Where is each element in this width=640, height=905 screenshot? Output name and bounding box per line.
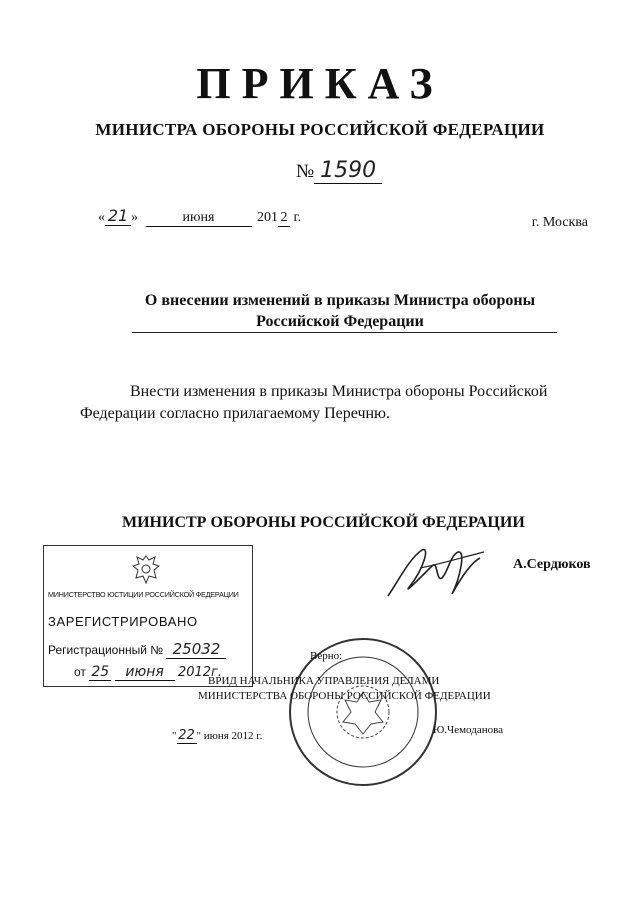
certification-date: " 22 " июня 2012 г. [172, 728, 263, 743]
subject-underline [132, 332, 557, 333]
signatory-name: А.Сердюков [513, 557, 591, 572]
open-quote: « [98, 210, 105, 225]
registration-stamp [43, 545, 253, 687]
stamp-reg-number: 25032 [166, 640, 226, 659]
certification-date-rest: июня 2012 г. [203, 730, 263, 742]
date-year-suffix: 2 [278, 210, 290, 227]
subject-line-1: О внесении изменений в приказы Министра обороны [144, 292, 536, 309]
certifier-name: Ю.Чемоданова [433, 724, 504, 736]
coat-of-arms-icon [130, 552, 162, 586]
date-year-prefix: 201 [257, 210, 278, 225]
stamp-agency: МИНИСТЕРСТВО ЮСТИЦИИ РОССИЙСКОЙ ФЕДЕРАЦИИ [48, 590, 239, 599]
stamp-date-day: 25 [89, 664, 111, 681]
stamp-date-line [74, 664, 222, 681]
minister-signature [380, 538, 490, 608]
date-month: июня [146, 210, 252, 227]
date-year-abbr: г. [293, 210, 302, 225]
stamp-date-year: 2012г. [177, 665, 222, 680]
certifier-position-1: ВРИД НАЧАЛЬНИКА УПРАВЛЕНИЯ ДЕЛАМИ [208, 675, 440, 687]
order-number: 1590 [314, 158, 382, 184]
close-quote: » [131, 210, 138, 225]
verno-label: Верно: [310, 650, 343, 662]
city: г. Москва [531, 215, 588, 230]
body-line-2: Федерации согласно прилагаемому Перечню. [80, 405, 391, 422]
order-subject [60, 290, 620, 332]
order-number-line [296, 158, 382, 184]
issuer-title: МИНИСТРА ОБОРОНЫ РОССИЙСКОЙ ФЕДЕРАЦИИ [95, 120, 545, 139]
subject-line-2: Российской Федерации [256, 313, 424, 330]
body-line-1: Внести изменения в приказы Министра обороны Российской [130, 383, 548, 400]
date-day: 21 [105, 206, 131, 226]
stamp-status: ЗАРЕГИСТРИРОВАНО [48, 614, 198, 629]
stamp-reg-label: Регистрационный № [48, 643, 164, 657]
signatory-position: МИНИСТР ОБОРОНЫ РОССИЙСКОЙ ФЕДЕРАЦИИ [122, 514, 525, 531]
stamp-date-month: июня [115, 664, 175, 681]
certification-day: 22 [178, 728, 195, 743]
date-line [98, 206, 301, 227]
stamp-date-prefix: от [74, 665, 86, 679]
document-title: ПРИКАЗ [196, 59, 444, 108]
certifier-position-2: МИНИСТЕРСТВА ОБОРОНЫ РОССИЙСКОЙ ФЕДЕРАЦИИ [198, 690, 491, 702]
number-prefix: № [296, 161, 315, 182]
stamp-reg-line [48, 640, 226, 659]
